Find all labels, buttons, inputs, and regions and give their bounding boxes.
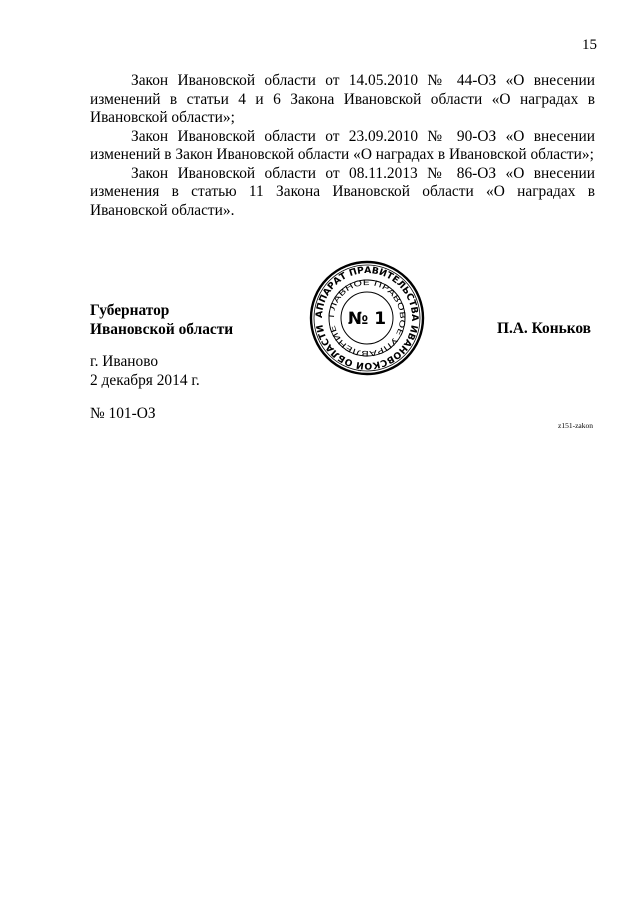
page-number: 15 bbox=[582, 37, 597, 53]
signatory-title-line1: Губернатор bbox=[90, 302, 170, 319]
signatory-name: П.А. Коньков bbox=[496, 320, 591, 337]
list-item: Закон Ивановской области от 23.09.2010 № 90-ОЗ «О внесении изменений в Закон Ивановской области «О наградах в Ивановской области»; bbox=[90, 127, 595, 163]
law-number: № 101-ОЗ bbox=[90, 405, 156, 422]
list-item: Закон Ивановской области от 14.05.2010 № 44-ОЗ «О внесении изменений в статьи 4 и 6 Закона Ивановской области «О наградах в Ивановской области»; bbox=[90, 72, 595, 126]
seal-inner-text: ГЛАВНОЕ ПРАВОВОЕ УПРАВЛЕНИЕ bbox=[326, 277, 408, 359]
signatory-title-line2: Ивановской области bbox=[90, 320, 234, 338]
list-item: Закон Ивановской области от 08.11.2013 № 86-ОЗ «О внесении изменения в статью 11 Закона Ивановской области «О наградах в Ивановской области». bbox=[90, 164, 595, 219]
signatory-title bbox=[90, 302, 233, 339]
official-seal-stamp bbox=[308, 259, 426, 377]
seal-outer-text: АППАРАТ ПРАВИТЕЛЬСТВА ИВАНОВСКОЙ ОБЛАСТИ bbox=[313, 264, 421, 372]
signing-date: 2 декабря 2014 г. bbox=[90, 371, 200, 389]
place-and-date bbox=[90, 353, 200, 390]
law-list bbox=[90, 72, 595, 220]
signing-place: г. Иваново bbox=[90, 353, 159, 370]
file-code: z151-zakon bbox=[558, 421, 593, 430]
seal-center-number: № 1 bbox=[347, 309, 387, 329]
